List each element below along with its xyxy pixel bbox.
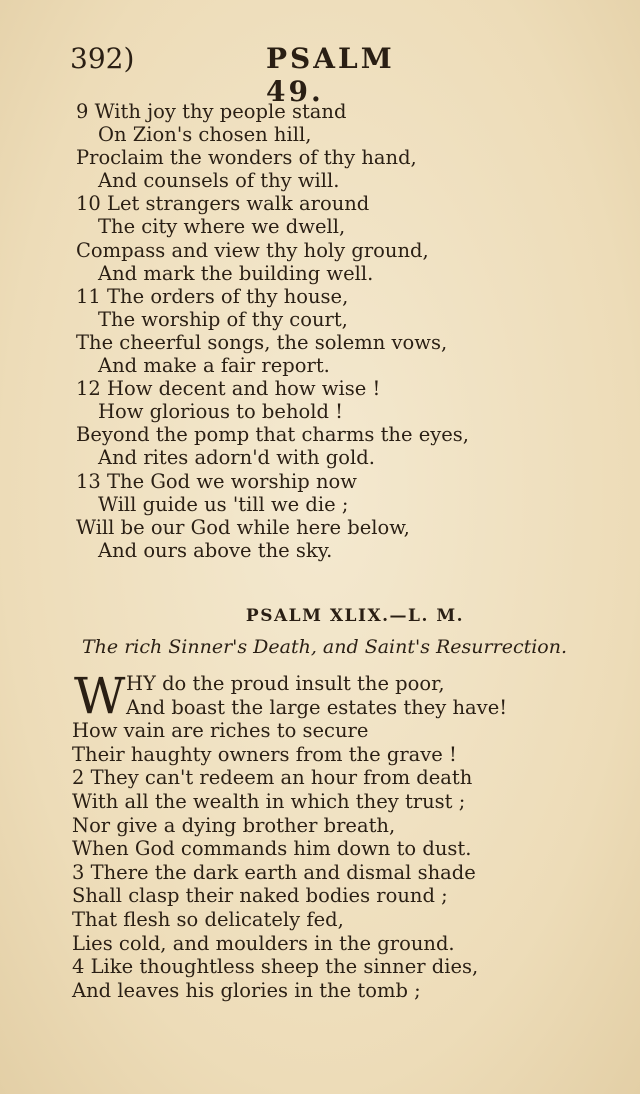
verse-line: The worship of thy court, (98, 307, 348, 331)
verse-lines (72, 719, 612, 1002)
drop-cap: W (74, 667, 126, 725)
verse-block-psalm-49 (72, 667, 612, 1002)
verse-line: 3 There the dark earth and dismal shade (72, 860, 476, 884)
verse-line: And make a fair report. (98, 354, 330, 378)
running-head: PSALM 49. (266, 42, 395, 108)
verse-line: HY do the proud insult the poor, (126, 672, 445, 695)
psalm-subtitle: The rich Sinner's Death, and Saint's Resurrection. (82, 636, 568, 658)
verse-line: How vain are riches to secure (72, 719, 369, 743)
verse-line: The city where we dwell, (98, 215, 346, 239)
verse-line: The cheerful songs, the solemn vows, (76, 330, 448, 354)
psalm-heading: PSALM XLIX.—L. M. (245, 606, 465, 626)
verse-line: And ours above the sky. (98, 538, 333, 562)
verse-line: Beyond the pomp that charms the eyes, (76, 423, 470, 447)
verse-line: Shall clasp their naked bodies round ; (72, 884, 448, 908)
page-header (70, 42, 450, 108)
verse-line: And rites adorn'd with gold. (98, 446, 375, 470)
verse-line: That flesh so delicately fed, (72, 907, 344, 931)
verse-line: 10 Let strangers walk around (76, 192, 370, 216)
verse-line: When God commands him down to dust. (72, 837, 472, 861)
verse-line: Their haughty owners from the grave ! (72, 742, 457, 766)
verse-line: With all the wealth in which they trust ; (72, 789, 466, 813)
verse-line: And leaves his glories in the tomb ; (72, 978, 421, 1002)
verse-line: 9 With joy thy people stand (76, 100, 347, 123)
verse-line: And counsels of thy will. (98, 169, 340, 193)
verse-line: Will be our God while here below, (76, 515, 410, 539)
verse-line: Proclaim the wonders of thy hand, (76, 146, 417, 170)
verse-line: 13 The God we worship now (76, 469, 357, 493)
page-number: 392) (70, 42, 135, 75)
verse-line: On Zion's chosen hill, (98, 123, 312, 147)
verse-line: And mark the building well. (98, 261, 374, 285)
verse-line: 11 The orders of thy house, (76, 284, 349, 308)
verse-block-psalm-48 (76, 100, 596, 562)
verse-line: 4 Like thoughtless sheep the sinner dies, (72, 955, 479, 979)
verse-line: 12 How decent and how wise ! (76, 377, 381, 401)
verse-line: Nor give a dying brother breath, (72, 813, 396, 837)
verse-line: Lies cold, and moulders in the ground. (72, 931, 455, 955)
verse-line: Compass and view thy holy ground, (76, 238, 429, 262)
verse-line: And boast the large estates they have! (126, 695, 508, 719)
verse-line: How glorious to behold ! (98, 400, 344, 424)
verse-line: 2 They can't redeem an hour from death (72, 766, 473, 790)
verse-line: Will guide us 'till we die ; (98, 492, 349, 516)
